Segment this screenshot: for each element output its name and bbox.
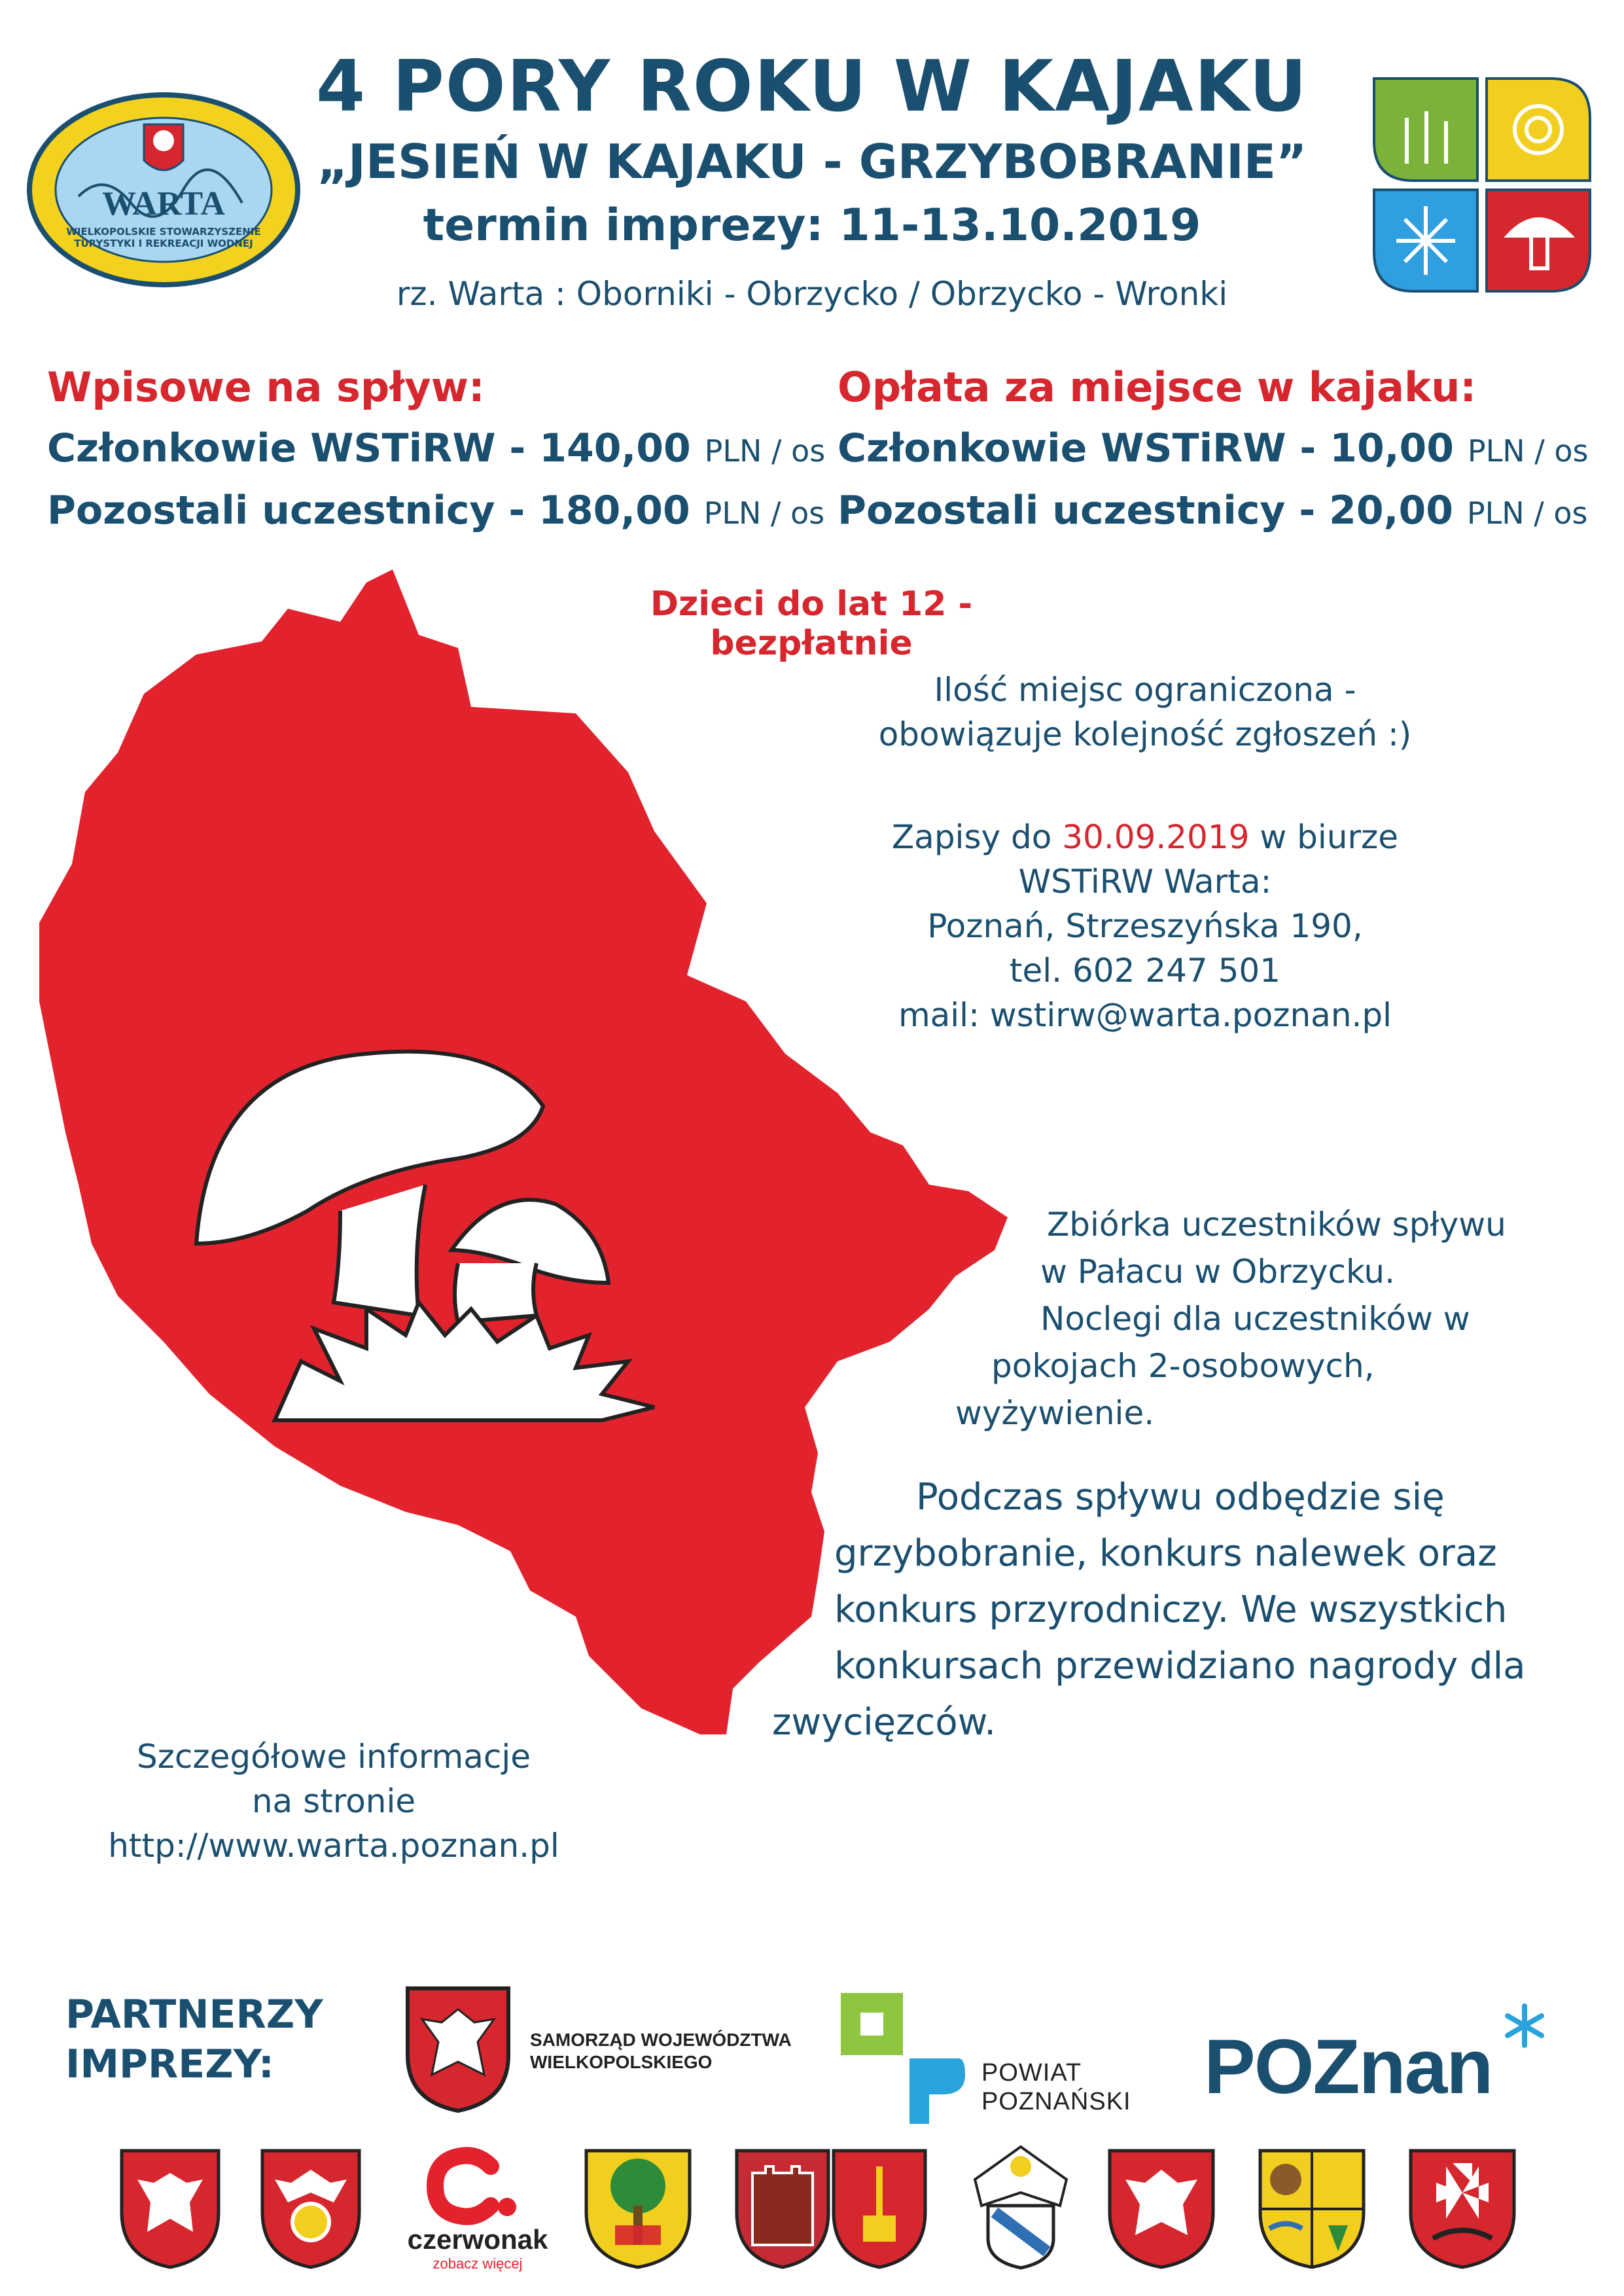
poznan-logo: [1204, 2003, 1570, 2108]
entry-fee-others-unit: PLN / os: [703, 495, 825, 531]
entry-fee-heading: Wpisowe na spływ:: [47, 363, 485, 411]
contest-line-2: grzybobranie, konkurs nalewek oraz: [834, 1532, 1497, 1575]
samorzad-line-2: WIELKOPOLSKIEGO: [530, 2052, 713, 2072]
crest-red-eagle: [118, 2147, 222, 2274]
czerwonak-c-icon: [393, 2147, 563, 2225]
crest-white-eagle: [1106, 2147, 1217, 2274]
entry-fee-members-unit: PLN / os: [704, 433, 826, 469]
entry-fee-others-label: Pozostali uczestnicy - 180,00: [47, 488, 690, 533]
details-line-2: na stronie: [251, 1782, 416, 1820]
powiat-squares-icon: [838, 1990, 968, 2127]
meeting-line-3: Noclegi dla uczestników w: [1040, 1300, 1470, 1338]
page-title: 4 PORY ROKU W KAJAKU: [315, 46, 1309, 128]
details-link[interactable]: http://www.warta.poznan.pl: [108, 1827, 559, 1865]
contest-block: [772, 1469, 1597, 1751]
kayak-fee-members-unit: PLN / os: [1467, 433, 1589, 469]
signup-phone: tel. 602 247 501: [1009, 952, 1281, 990]
limited-places-line-1: Ilość miejsc ograniczona -: [934, 671, 1356, 709]
samorzad-name: [530, 2029, 792, 2073]
poznan-wordmark: POZnan: [1204, 2024, 1492, 2110]
samorzad-eagle-crest-icon: [402, 1983, 514, 2114]
signup-line: [818, 815, 1472, 859]
kayak-fee-others-unit: PLN / os: [1466, 495, 1588, 531]
contest-line-1: Podczas spływu odbędzie się: [916, 1476, 1445, 1518]
signup-suffix: w biurze: [1249, 818, 1399, 856]
czerwonak-logo: [393, 2147, 563, 2278]
contest-line-4: konkursach przewidziano nagrody dla: [834, 1645, 1526, 1687]
czerwonak-name: czerwonak: [407, 2224, 548, 2255]
partners-label: [65, 1990, 323, 2089]
warta-logo-name: WARTA: [102, 185, 225, 223]
crest-maltese-cross: [1407, 2147, 1518, 2274]
meeting-block: [942, 1201, 1597, 1437]
signup-address: Poznań, Strzeszyńska 190,: [927, 907, 1363, 945]
signup-mail[interactable]: mail: wstirw@warta.poznan.pl: [898, 996, 1392, 1034]
poznan-asterisk-icon: [1502, 2003, 1547, 2049]
kayak-fee-members-label: Członkowie WSTiRW - 10,00: [838, 425, 1454, 471]
event-term: termin imprezy: 11-13.10.2019: [423, 200, 1201, 251]
samorzad-logo: [402, 1983, 821, 2114]
entry-fee-members-label: Członkowie WSTiRW - 140,00: [47, 425, 691, 471]
meeting-line-4: pokojach 2-osobowych,: [991, 1347, 1375, 1385]
signup-prefix: Zapisy do: [891, 818, 1063, 856]
kayak-fee-members: [838, 425, 1589, 471]
crest-angel: [962, 2140, 1080, 2274]
limited-places-line-2: obowiązuje kolejność zgłoszeń :): [878, 715, 1412, 753]
entry-fee-members: [47, 425, 825, 471]
details-block: [26, 1734, 641, 1868]
contest-line-5: zwycięzców.: [772, 1701, 997, 1744]
warta-logo-ring-text: WIELKOPOLSKIE STOWARZYSZENIE TURYSTYKI I REKREACJI WODNEJ: [66, 226, 261, 249]
crest-owl: [1256, 2147, 1368, 2274]
powiat-line-2: POZNAŃSKI: [981, 2088, 1131, 2115]
kayak-fee-others: [838, 488, 1588, 533]
powiat-line-1: POWIAT: [981, 2059, 1082, 2087]
powiat-name: [981, 2058, 1131, 2116]
signup-deadline: 30.09.2019: [1062, 818, 1250, 856]
samorzad-line-1: SAMORZĄD WOJEWÓDZTWA: [530, 2030, 792, 2050]
contest-line-3: konkurs przyrodniczy. We wszystkich: [834, 1588, 1508, 1631]
page-subtitle: „JESIEŃ W KAJAKU - GRZYBOBRANIE”: [317, 134, 1307, 189]
signup-block: [818, 815, 1472, 1037]
partners-label-line-1: PARTNERZY: [65, 1992, 323, 2037]
entry-fee-others: [47, 488, 824, 533]
details-line-1: Szczegółowe informacje: [136, 1738, 531, 1776]
signup-office: WSTiRW Warta:: [1018, 863, 1272, 901]
event-route: rz. Warta : Oborniki - Obrzycko / Obrzycko - Wronki: [396, 275, 1228, 313]
crest-castle-key: [733, 2147, 929, 2274]
meeting-line-5: wyżywienie.: [955, 1394, 1155, 1432]
powiat-logo: [838, 1990, 1178, 2127]
meeting-line-1: Zbiórka uczestników spływu: [1047, 1206, 1506, 1244]
kids-free-note: Dzieci do lat 12 - bezpłatnie: [650, 584, 973, 663]
crest-tree: [582, 2147, 694, 2274]
limited-places-note: [818, 668, 1472, 757]
partners-label-line-2: IMPREZY:: [65, 2041, 274, 2087]
meeting-line-2: w Pałacu w Obrzycku.: [1040, 1253, 1396, 1291]
czerwonak-tagline: zobacz więcej: [432, 2255, 523, 2272]
kayak-fee-others-label: Pozostali uczestnicy - 20,00: [838, 488, 1453, 533]
crest-eagle-wheel: [258, 2147, 363, 2274]
kayak-fee-heading: Opłata za miejsce w kajaku:: [838, 363, 1477, 411]
